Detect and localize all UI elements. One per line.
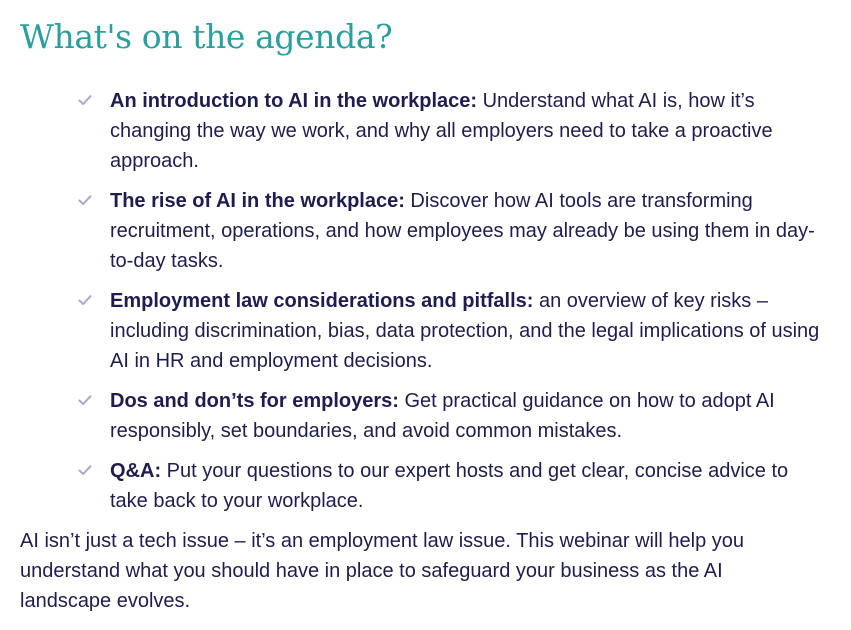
agenda-item-text: an overview of key risks – including discrimination, bias, data protection, and the legal implications of using AI in HR and employment decisions. <box>110 290 820 372</box>
check-icon <box>77 92 93 108</box>
check-icon <box>77 192 93 208</box>
check-icon <box>77 462 93 478</box>
agenda-item <box>77 386 831 446</box>
agenda-item-title: An introduction to AI in the workplace: <box>110 90 478 112</box>
agenda-item <box>77 286 831 376</box>
agenda-item-title: Employment law considerations and pitfalls: <box>110 290 534 312</box>
agenda-item-text: Understand what AI is, how it’s changing the way we work, and why all employers need to take a proactive approach. <box>110 90 773 172</box>
agenda-item-title: Q&A: <box>110 460 162 482</box>
agenda-item-text: Get practical guidance on how to adopt AI responsibly, set boundaries, and avoid common mistakes. <box>110 390 775 442</box>
agenda-item-text: Discover how AI tools are transforming recruitment, operations, and how employees may already be using them in day-to-day tasks. <box>110 190 815 272</box>
check-icon <box>77 292 93 308</box>
check-icon <box>77 392 93 408</box>
summary-paragraph: AI isn’t just a tech issue – it’s an employment law issue. This webinar will help you understand what you should have in place to safeguard your business as the AI landscape evolves. <box>20 530 745 612</box>
agenda-item <box>77 456 831 516</box>
agenda-item <box>77 86 831 176</box>
agenda-item-text: Put your questions to our expert hosts and get clear, concise advice to take back to your workplace. <box>110 460 789 512</box>
agenda-list <box>20 86 831 516</box>
section-heading: What's on the agenda? <box>20 17 393 56</box>
agenda-item-title: Dos and don’ts for employers: <box>110 390 399 412</box>
agenda-item <box>77 186 831 276</box>
agenda-item-title: The rise of AI in the workplace: <box>110 190 405 212</box>
